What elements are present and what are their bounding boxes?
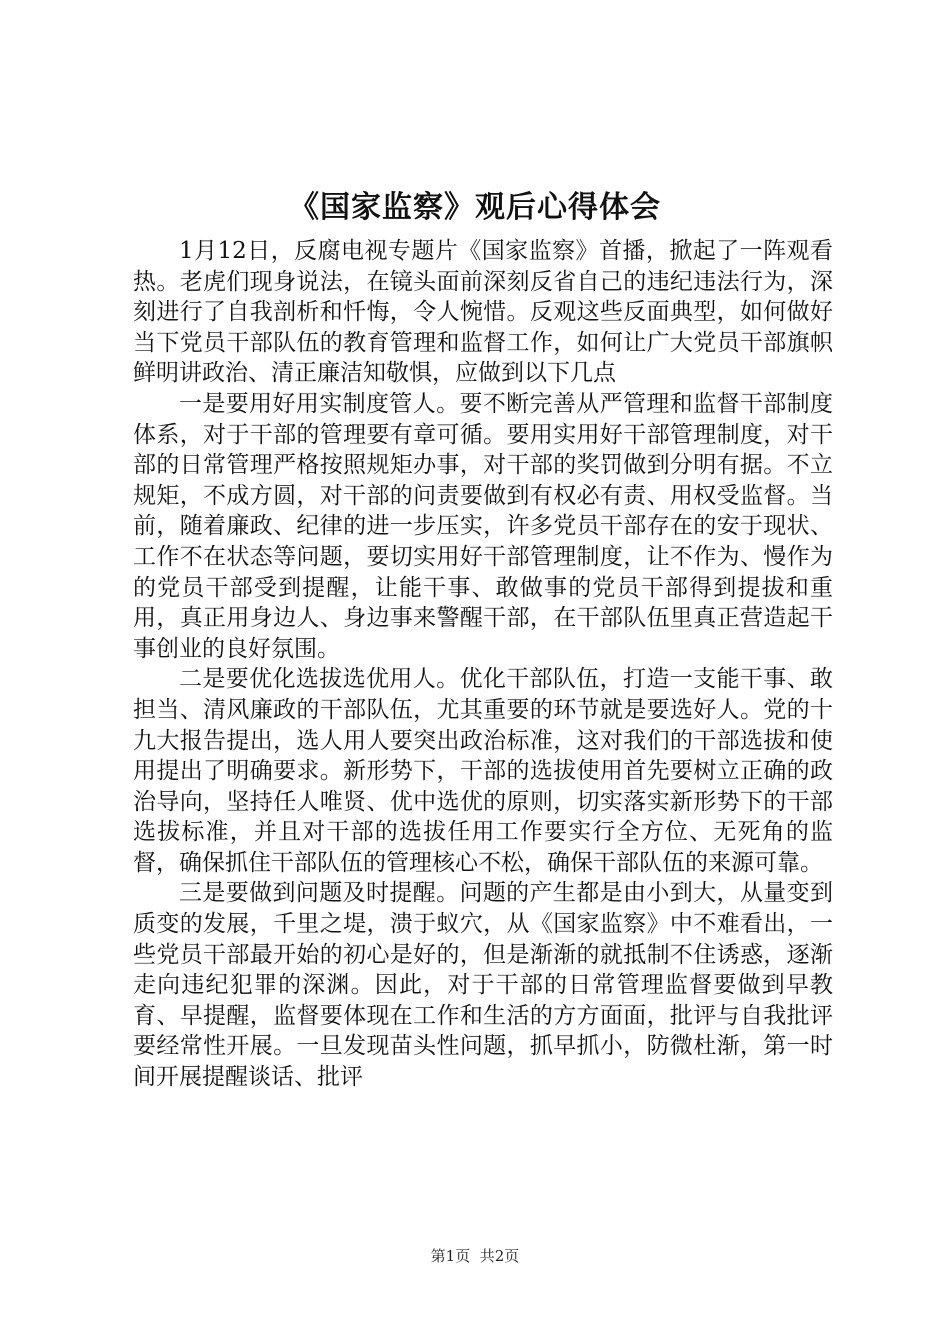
- page-number-current: 第1页: [430, 1247, 471, 1265]
- document-title: 《国家监察》观后心得体会: [289, 190, 661, 225]
- document-body: [133, 236, 833, 1093]
- page-footer: [0, 1246, 950, 1266]
- paragraph-point-one: 一是要用好用实制度管人。要不断完善从严管理和监督干部制度体系，对于干部的管理要有章可循。要用实用好干部管理制度，对干部的日常管理严格按照规矩办事，对干部的奖罚做到分明有据。不立规矩，不成方圆，对干部的问责要做到有权必有责、用权受监督。当前，随着廉政、纪律的进一步压实，许多党员干部存在的安于现状、工作不在状态等问题，要切实用好干部管理制度，让不作为、慢作为的党员干部受到提醒，让能干事、敢做事的党员干部得到提拔和重用，真正用身边人、身边事来警醒干部，在干部队伍里真正营造起干事创业的良好氛围。: [133, 390, 833, 662]
- paragraph-point-three: 三是要做到问题及时提醒。问题的产生都是由小到大，从量变到质变的发展，千里之堤，溃于蚁穴，从《国家监察》中不难看出，一些党员干部最开始的初心是好的，但是渐渐的就抵制不住诱惑，逐渐走向违纪犯罪的深渊。因此，对于干部的日常管理监督要做到早教育、早提醒，监督要体现在工作和生活的方方面面，批评与自我批评要经常性开展。一旦发现苗头性问题，抓早抓小，防微杜渐，第一时间开展提醒谈话、批评: [133, 880, 833, 1091]
- page-number-total: 共2页: [479, 1247, 520, 1265]
- footer-separator: [470, 1247, 480, 1265]
- paragraph-intro: 1月12日，反腐电视专题片《国家监察》首播，掀起了一阵观看热。老虎们现身说法，在镜头面前深刻反省自己的违纪违法行为，深刻进行了自我剖析和忏悔，令人惋惜。反观这些反面典型，如何做好当下党员干部队伍的教育管理和监督工作，如何让广大党员干部旗帜鲜明讲政治、清正廉洁知敬惧，应做到以下几点: [133, 238, 833, 387]
- paragraph-point-two: 二是要优化选拔选优用人。优化干部队伍，打造一支能干事、敢担当、清风廉政的干部队伍，尤其重要的环节就是要选好人。党的十九大报告提出，选人用人要突出政治标准，这对我们的干部选拔和使用提出了明确要求。新形势下，干部的选拔使用首先要树立正确的政治导向，坚持任人唯贤、优中选优的原则，切实落实新形势下的干部选拔标准，并且对干部的选拔任用工作要实行全方位、无死角的监督，确保抓住干部队伍的管理核心不松，确保干部队伍的来源可靠。: [133, 666, 833, 876]
